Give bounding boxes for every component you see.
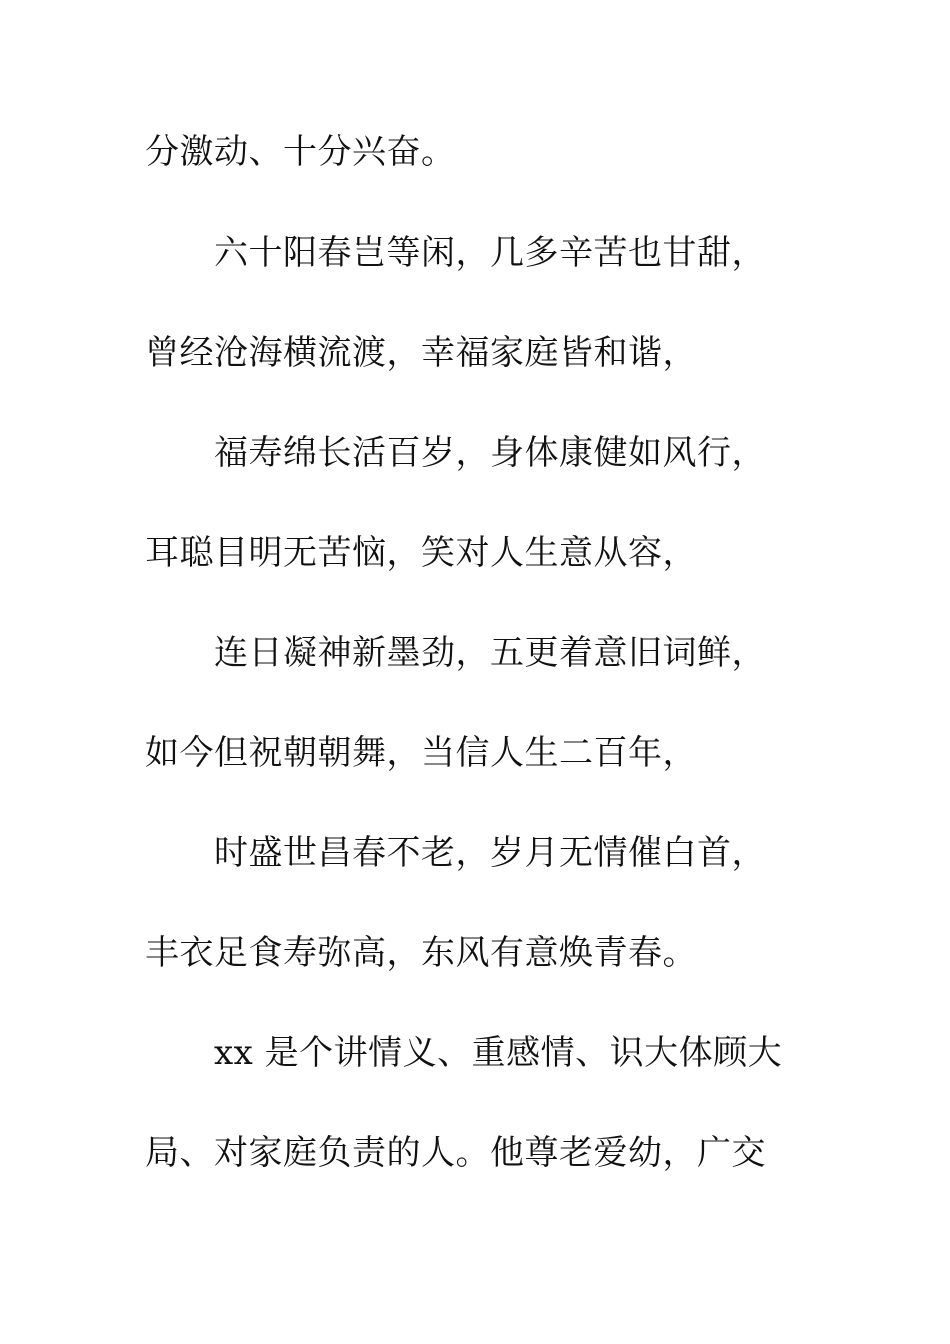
text-line: 局、对家庭负责的人。他尊老爱幼，广交: [145, 1133, 766, 1173]
text-line: 分激动、十分兴奋。: [145, 132, 456, 172]
text-line: 如今但祝朝朝舞，当信人生二百年，: [145, 733, 697, 773]
text-line: 曾经沧海横流渡，幸福家庭皆和谐，: [145, 333, 697, 373]
text-line: 连日凝神新墨劲，五更着意旧词鲜，: [214, 633, 766, 673]
text-line: xx 是个讲情义、重感情、识大体顾大: [214, 1033, 783, 1073]
text-line: 时盛世昌春不老，岁月无情催白首，: [214, 833, 766, 873]
text-line: 丰衣足食寿弥高，东风有意焕青春。: [145, 933, 697, 973]
text-line: 六十阳春岂等闲，几多辛苦也甘甜，: [214, 233, 766, 273]
text-line: 耳聪目明无苦恼，笑对人生意从容，: [145, 533, 697, 573]
text-line: 福寿绵长活百岁，身体康健如风行，: [214, 433, 766, 473]
